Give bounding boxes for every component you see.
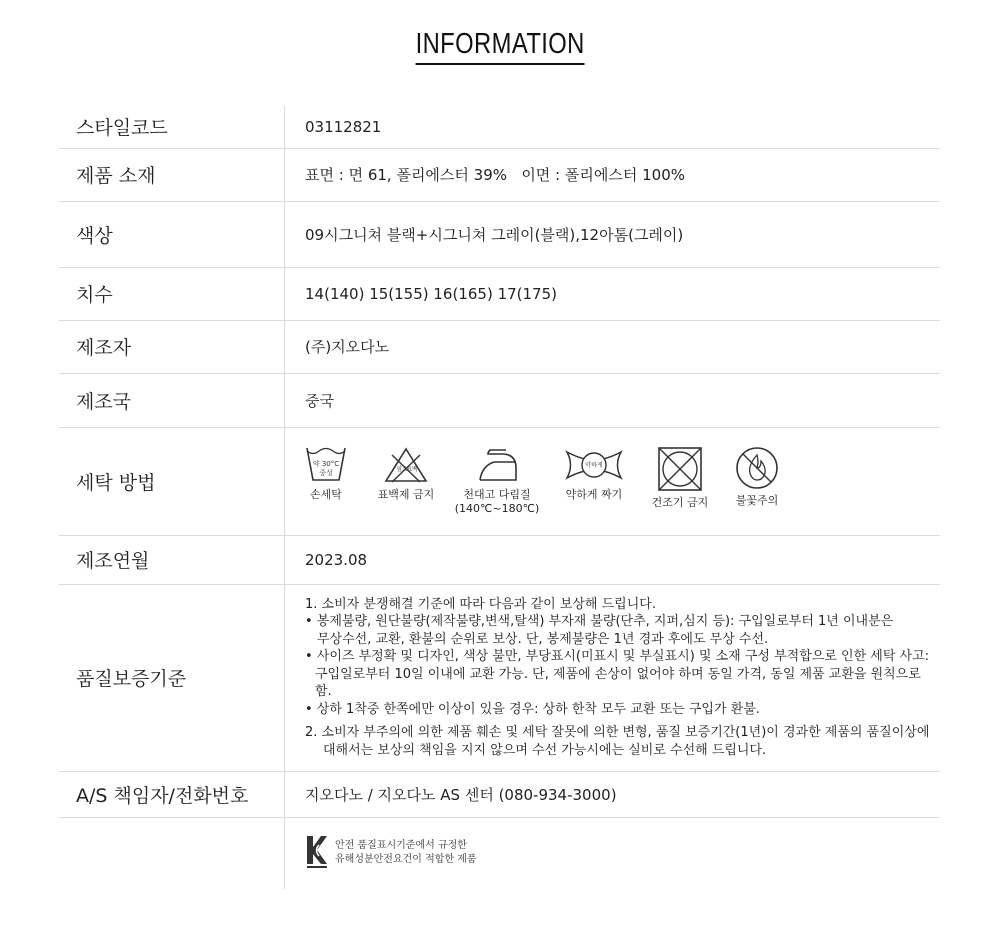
care-no-bleach [371, 446, 441, 502]
gentle-wring-icon [564, 446, 624, 484]
iron-caption: 천대고 다림질 [463, 488, 531, 501]
label-material: 제품 소재 [59, 148, 285, 201]
value-quality [285, 584, 941, 771]
info-table [59, 106, 940, 889]
no-bleach-inner2: 표백 [406, 466, 418, 473]
no-fire-icon [735, 446, 779, 490]
value-style-code: 03112821 [285, 106, 941, 148]
iron-temp: (140℃~180℃) [454, 502, 540, 515]
label-maker: 제조자 [59, 320, 285, 373]
row-quality [59, 584, 940, 771]
hand-wash-caption: 손세탁 [310, 488, 342, 501]
quality-line-2b: 대해서는 보상의 책임을 지지 않으며 수선 가능시에는 실비로 수선해 드립니다. [323, 742, 767, 758]
quality-bullet-3: • 상하 1착중 한쪽에만 이상이 있을 경우: 상하 한착 모두 교환 또는 구입가 환불. [305, 701, 760, 717]
care-iron [455, 446, 539, 516]
row-material [59, 148, 940, 201]
hand-wash-temp: 약 30°C [312, 460, 340, 468]
label-style-code: 스타일코드 [59, 106, 285, 148]
no-bleach-icon [383, 446, 429, 484]
hand-wash-neutral: 중성 [319, 469, 333, 477]
quality-line-1: 1. 소비자 분쟁해결 기준에 따라 다음과 같이 보상해 드립니다. [305, 596, 656, 612]
care-gentle-wring [557, 446, 631, 502]
no-bleach-caption: 표백제 금지 [377, 488, 435, 501]
row-maker [59, 320, 940, 373]
quality-line-2a: 2. 소비자 부주의에 의한 제품 훼손 및 세탁 잘못에 의한 변형, 품질 보증기간(1년)이 경과한 제품의 품질이상에 [305, 725, 930, 741]
label-kc-empty [59, 817, 285, 889]
quality-bullet-2b: 구입일로부터 10일 이내에 교환 가능. 단, 제품에 손상이 없어야 하며 동일 가격, 동일 제품 교환을 원칙으로 함. [315, 666, 921, 700]
label-quality: 품질보증기준 [59, 584, 285, 771]
row-country [59, 373, 940, 427]
label-country: 제조국 [59, 373, 285, 427]
value-kc [285, 817, 941, 889]
value-country: 중국 [285, 373, 941, 427]
label-as: A/S 책임자/전화번호 [59, 771, 285, 817]
quality-bullet-2a: • 사이즈 부정확 및 디자인, 색상 불만, 부당표시(미표시 및 부실표시) 및 소재 구성 부적합으로 인한 세탁 사고: [305, 649, 930, 665]
value-as: 지오다노 / 지오다노 AS 센터 (080-934-3000) [285, 771, 941, 817]
quality-bullet-1b: 무상수선, 교환, 환불의 순위로 보상. 단, 봉제불량은 1년 경과 후에도 무상 수선. [317, 631, 769, 647]
row-as [59, 771, 940, 817]
care-hand-wash [303, 446, 349, 502]
value-date: 2023.08 [285, 535, 941, 584]
gentle-wring-caption: 약하게 짜기 [565, 488, 623, 501]
label-washing: 세탁 방법 [59, 427, 285, 535]
value-washing [285, 427, 941, 535]
kc-line-2: 유해성분안전요건이 적합한 제품 [335, 854, 477, 866]
no-bleach-inner1: 염소 [396, 466, 408, 473]
care-no-fire [727, 446, 787, 508]
kc-mark-icon [305, 834, 329, 872]
no-tumble-dry-caption: 건조기 금지 [651, 496, 709, 509]
label-size: 치수 [59, 267, 285, 320]
iron-icon [474, 446, 520, 484]
care-no-tumble-dry [645, 446, 715, 510]
label-color: 색상 [59, 201, 285, 267]
value-color: 09시그니쳐 블랙+시그니쳐 그레이(블랙),12아톰(그레이) [285, 201, 941, 267]
quality-bullet-1a: • 봉제불량, 원단불량(제작불량,변색,탈색) 부자재 불량(단추, 지퍼,심지 등): 구입일로부터 1년 이내분은 [305, 614, 894, 630]
kc-line-1: 안전 품질표시기준에서 규정한 [335, 840, 467, 852]
gentle-wring-inner: 약하게 [585, 462, 603, 469]
label-date: 제조연월 [59, 535, 285, 584]
care-icons [305, 446, 940, 516]
row-date [59, 535, 940, 584]
row-style-code [59, 106, 940, 148]
row-size [59, 267, 940, 320]
row-kc [59, 817, 940, 889]
row-color [59, 201, 940, 267]
page-title: INFORMATION [0, 28, 1000, 65]
value-maker: (주)지오다노 [285, 320, 941, 373]
value-size: 14(140) 15(155) 16(165) 17(175) [285, 267, 941, 320]
no-fire-caption: 불꽃주의 [735, 494, 779, 507]
no-tumble-dry-icon [657, 446, 703, 492]
value-material: 표면 : 면 61, 폴리에스터 39% 이면 : 폴리에스터 100% [285, 148, 941, 201]
row-washing [59, 427, 940, 535]
hand-wash-icon [305, 446, 347, 484]
